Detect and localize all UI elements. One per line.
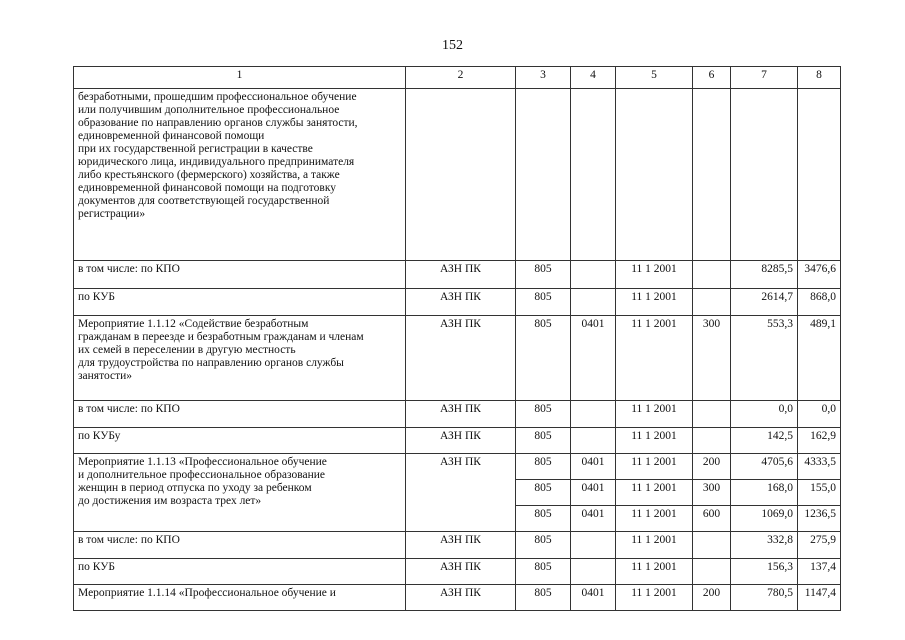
row-col-8: 4333,5	[798, 454, 841, 480]
row-col-3: 805	[516, 532, 571, 559]
row-col-5: 11 1 2001	[616, 480, 693, 506]
row-col-8: 0,0	[798, 401, 841, 428]
row-description: безработными, прошедшим профессиональное обучение или получившим дополнительное профессиональное образование по направлению органов службы занятости, единовременной финансовой помощи при их государственной регистрации в качестве юридического лица, индивидуального предпринимателя либо крестьянского (фермерского) хозяйства, а также единовременной финансовой помощи на подготовку документов для соответствующей государственной регистрации»	[74, 89, 406, 261]
row-organization: АЗН ПК	[406, 428, 516, 454]
row-description: по КУБ	[74, 289, 406, 316]
row-col-3: 805	[516, 585, 571, 611]
row-col-3: 805	[516, 454, 571, 480]
row-col-6	[693, 289, 731, 316]
row-description: в том числе: по КПО	[74, 401, 406, 428]
row-col-8: 275,9	[798, 532, 841, 559]
row-col-7: 2614,7	[731, 289, 798, 316]
row-col-3: 805	[516, 316, 571, 401]
row-col-4: 0401	[571, 506, 616, 532]
row-col-8: 1147,4	[798, 585, 841, 611]
row-col-5: 11 1 2001	[616, 532, 693, 559]
row-description: в том числе: по КПО	[74, 532, 406, 559]
header-col-3: 3	[516, 67, 571, 89]
row-col-8: 155,0	[798, 480, 841, 506]
row-col-6: 200	[693, 585, 731, 611]
row-col-4	[571, 532, 616, 559]
row-col-8: 137,4	[798, 559, 841, 585]
header-col-4: 4	[571, 67, 616, 89]
row-col-4	[571, 559, 616, 585]
table-row	[74, 316, 841, 401]
row-col-4	[571, 428, 616, 454]
row-organization: АЗН ПК	[406, 559, 516, 585]
row-col-8: 489,1	[798, 316, 841, 401]
row-col-3: 805	[516, 401, 571, 428]
row-col-5: 11 1 2001	[616, 289, 693, 316]
page-number: 152	[442, 38, 463, 53]
row-col-4: 0401	[571, 454, 616, 480]
row-col-3: 805	[516, 480, 571, 506]
header-col-7: 7	[731, 67, 798, 89]
row-col-5: 11 1 2001	[616, 261, 693, 289]
row-description: по КУБу	[74, 428, 406, 454]
row-col-7: 0,0	[731, 401, 798, 428]
row-organization: АЗН ПК	[406, 289, 516, 316]
table-row	[74, 454, 841, 480]
row-description: по КУБ	[74, 559, 406, 585]
header-col-2: 2	[406, 67, 516, 89]
row-col-7: 780,5	[731, 585, 798, 611]
row-col-6: 200	[693, 454, 731, 480]
row-col-7: 168,0	[731, 480, 798, 506]
row-description: Мероприятие 1.1.13 «Профессиональное обучение и дополнительное профессиональное образование женщин в период отпуска по уходу за ребенком до достижения им возраста трех лет»	[74, 454, 406, 532]
header-col-5: 5	[616, 67, 693, 89]
budget-table	[73, 66, 841, 611]
row-col-6	[693, 401, 731, 428]
row-col-7: 142,5	[731, 428, 798, 454]
table-row	[74, 559, 841, 585]
table-row	[74, 401, 841, 428]
row-col-8: 3476,6	[798, 261, 841, 289]
header-col-6: 6	[693, 67, 731, 89]
row-organization: АЗН ПК	[406, 585, 516, 611]
row-col-5: 11 1 2001	[616, 316, 693, 401]
header-row	[74, 67, 841, 89]
row-col-8: 162,9	[798, 428, 841, 454]
row-col-6: 300	[693, 480, 731, 506]
row-col-6: 300	[693, 316, 731, 401]
row-col-5: 11 1 2001	[616, 559, 693, 585]
row-col-3: 805	[516, 559, 571, 585]
row-col-5: 11 1 2001	[616, 428, 693, 454]
row-col-4: 0401	[571, 585, 616, 611]
row-col-4	[571, 401, 616, 428]
row-col-5: 11 1 2001	[616, 401, 693, 428]
row-col-7: 553,3	[731, 316, 798, 401]
row-col-3: 805	[516, 428, 571, 454]
row-organization: АЗН ПК	[406, 401, 516, 428]
row-col-4	[571, 289, 616, 316]
row-col-6	[693, 532, 731, 559]
row-col-4	[571, 261, 616, 289]
row-organization: АЗН ПК	[406, 316, 516, 401]
row-col-8: 868,0	[798, 289, 841, 316]
table-row	[74, 585, 841, 611]
row-col-7: 156,3	[731, 559, 798, 585]
row-col-7: 8285,5	[731, 261, 798, 289]
row-col-8: 1236,5	[798, 506, 841, 532]
row-col-6: 600	[693, 506, 731, 532]
row-col-7: 4705,6	[731, 454, 798, 480]
table-row	[74, 532, 841, 559]
header-col-1: 1	[74, 67, 406, 89]
row-col-3: 805	[516, 261, 571, 289]
row-organization: АЗН ПК	[406, 261, 516, 289]
row-col-3: 805	[516, 289, 571, 316]
row-col-5: 11 1 2001	[616, 506, 693, 532]
table-row	[74, 428, 841, 454]
row-col-7: 332,8	[731, 532, 798, 559]
table-row	[74, 289, 841, 316]
row-col-6	[693, 261, 731, 289]
row-col-6	[693, 559, 731, 585]
row-col-6	[693, 428, 731, 454]
row-organization: АЗН ПК	[406, 532, 516, 559]
row-col-7: 1069,0	[731, 506, 798, 532]
row-description: в том числе: по КПО	[74, 261, 406, 289]
row-col-5: 11 1 2001	[616, 585, 693, 611]
row-col-5: 11 1 2001	[616, 454, 693, 480]
row-description: Мероприятие 1.1.14 «Профессиональное обучение и	[74, 585, 406, 611]
header-col-8: 8	[798, 67, 841, 89]
row-description: Мероприятие 1.1.12 «Содействие безработным гражданам в переезде и безработным гражданам и членам их семей в переселении в другую местность для трудоустройства по направлению органов службы занятости»	[74, 316, 406, 401]
row-col-3: 805	[516, 506, 571, 532]
row-col-4: 0401	[571, 316, 616, 401]
table-row	[74, 89, 841, 261]
row-organization: АЗН ПК	[406, 454, 516, 532]
row-col-4: 0401	[571, 480, 616, 506]
table-row	[74, 261, 841, 289]
